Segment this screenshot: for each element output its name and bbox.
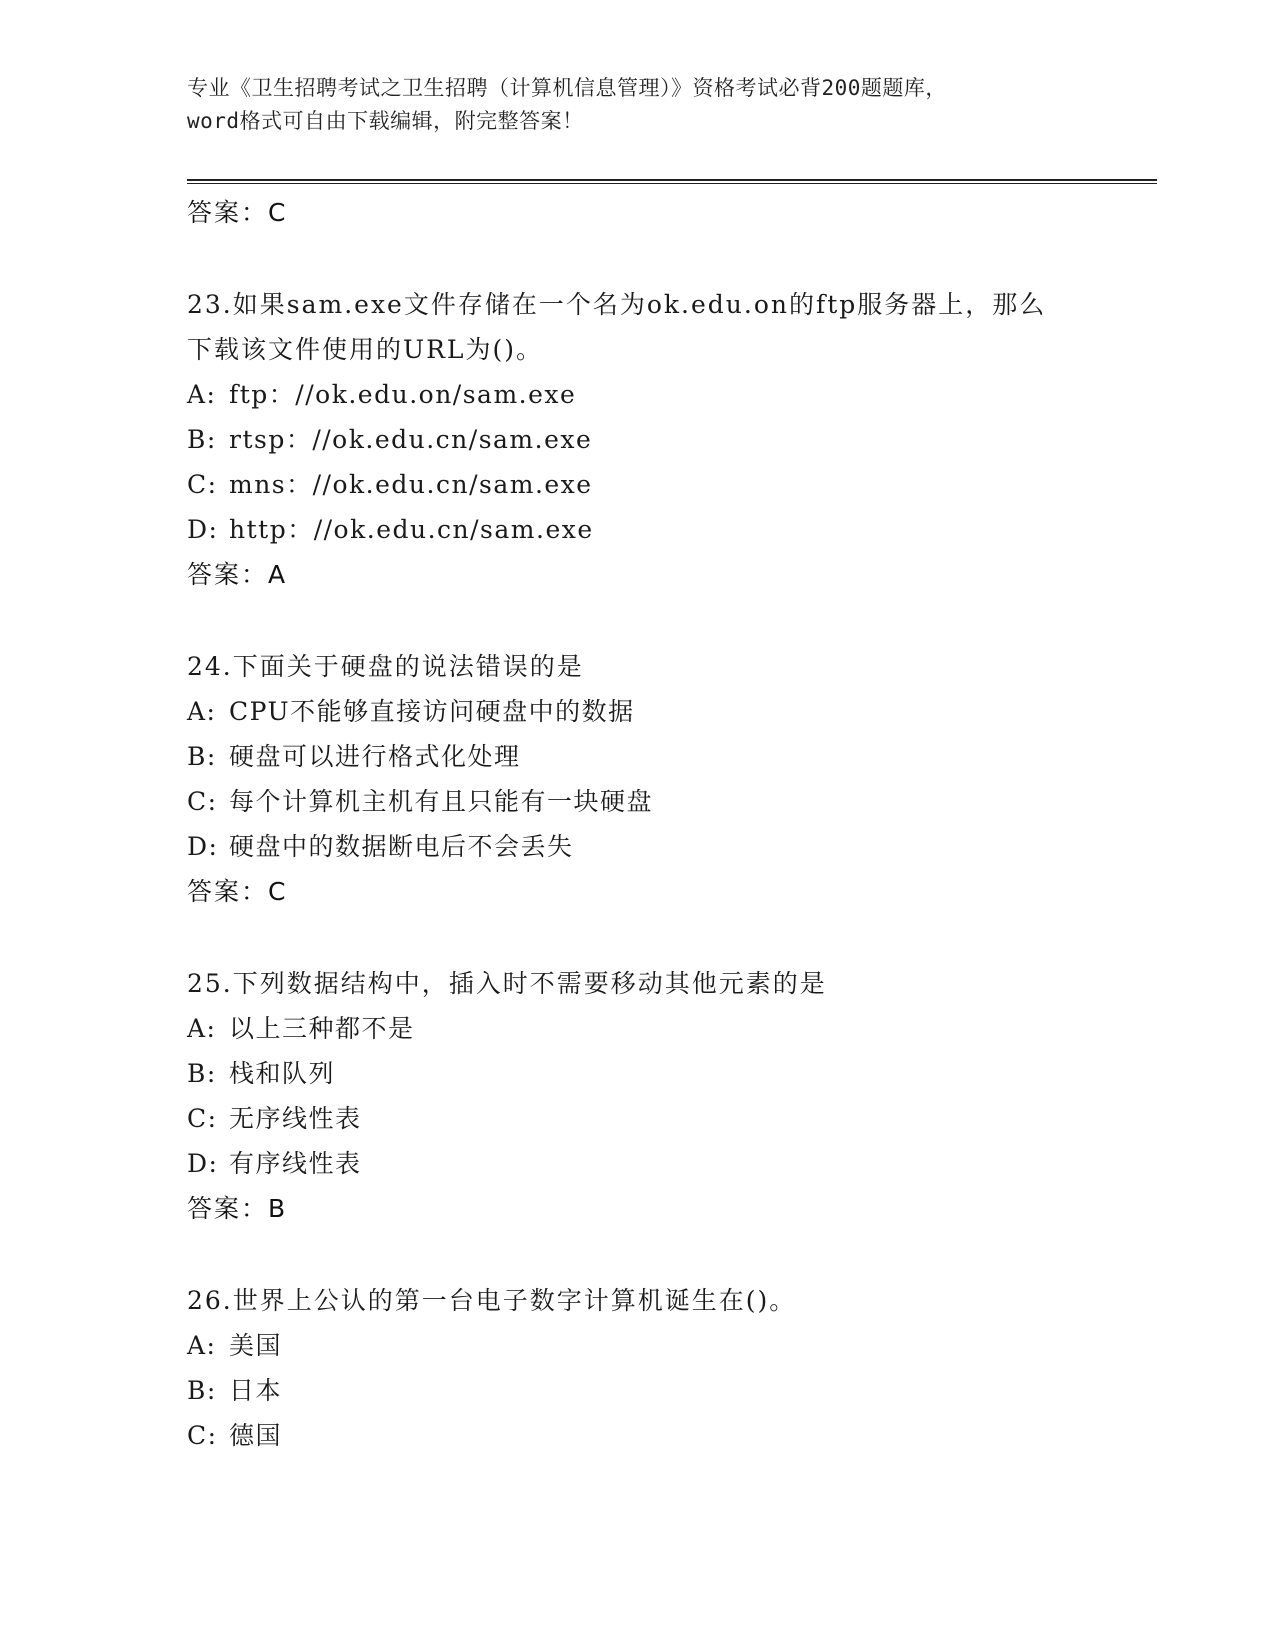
- option-text: 德国: [229, 1421, 283, 1450]
- option-item: [187, 689, 1157, 734]
- document-header: [187, 72, 1087, 138]
- answer-value: B: [268, 1194, 286, 1223]
- question-list: [187, 190, 1157, 1458]
- answer-line: [187, 552, 1157, 598]
- option-item: [187, 462, 1157, 507]
- option-letter: A:: [187, 1331, 217, 1360]
- option-letter: D:: [187, 515, 219, 544]
- option-text: CPU不能够直接访问硬盘中的数据: [229, 697, 635, 726]
- option-item: [187, 1051, 1157, 1096]
- option-item: [187, 1323, 1157, 1368]
- option-letter: C:: [187, 787, 218, 816]
- option-text: 美国: [229, 1331, 283, 1360]
- option-letter: A:: [187, 380, 217, 409]
- option-letter: B:: [187, 742, 217, 771]
- option-item: [187, 372, 1157, 417]
- option-letter: A:: [187, 1014, 217, 1043]
- option-item: [187, 1141, 1157, 1186]
- question-text: 25.下列数据结构中，插入时不需要移动其他元素的是: [187, 969, 827, 998]
- option-letter: A:: [187, 697, 217, 726]
- option-text: 栈和队列: [229, 1059, 336, 1088]
- option-item: [187, 507, 1157, 552]
- option-item: [187, 779, 1157, 824]
- option-item: [187, 1006, 1157, 1051]
- question-text: 24.下面关于硬盘的说法错误的是: [187, 652, 584, 681]
- option-text: http：//ok.edu.cn/sam.exe: [229, 515, 594, 544]
- option-text: 日本: [229, 1376, 283, 1405]
- answer-label: 答案：: [187, 560, 269, 589]
- option-item: [187, 824, 1157, 869]
- answer-label: 答案：: [187, 198, 269, 227]
- option-item: [187, 1368, 1157, 1413]
- option-letter: B:: [187, 1059, 217, 1088]
- answer-label: 答案：: [187, 877, 269, 906]
- option-item: [187, 417, 1157, 462]
- header-line-1: 专业《卫生招聘考试之卫生招聘（计算机信息管理）》资格考试必背200题题库，: [187, 76, 947, 100]
- option-item: [187, 1413, 1157, 1458]
- question-text: 23.如果sam.exe文件存储在一个名为ok.edu.on的ftp服务器上，那么下载该文件使用的URL为()。: [187, 290, 1047, 364]
- header-divider: [187, 179, 1157, 184]
- option-letter: D:: [187, 1149, 219, 1178]
- answer-line: [187, 1186, 1157, 1232]
- answer-value: C: [268, 198, 286, 227]
- option-text: 以上三种都不是: [229, 1014, 415, 1043]
- option-letter: C:: [187, 470, 218, 499]
- option-text: 硬盘可以进行格式化处理: [229, 742, 521, 771]
- option-letter: B:: [187, 425, 217, 454]
- answer-value: C: [268, 877, 286, 906]
- answer-label: 答案：: [187, 1194, 269, 1223]
- option-letter: C:: [187, 1421, 218, 1450]
- option-text: rtsp：//ok.edu.cn/sam.exe: [229, 425, 593, 454]
- question-text: 26.世界上公认的第一台电子数字计算机诞生在()。: [187, 1286, 797, 1315]
- answer-line: [187, 190, 1157, 236]
- option-item: [187, 1096, 1157, 1141]
- option-text: 无序线性表: [229, 1104, 362, 1133]
- option-text: 每个计算机主机有且只能有一块硬盘: [229, 787, 654, 816]
- option-letter: B:: [187, 1376, 217, 1405]
- option-letter: C:: [187, 1104, 218, 1133]
- option-text: mns：//ok.edu.cn/sam.exe: [229, 470, 593, 499]
- option-item: [187, 734, 1157, 779]
- option-text: 有序线性表: [229, 1149, 362, 1178]
- option-text: ftp：//ok.edu.on/sam.exe: [229, 380, 577, 409]
- option-letter: D:: [187, 832, 219, 861]
- answer-value: A: [268, 560, 286, 589]
- header-line-2: word格式可自由下载编辑，附完整答案！: [187, 109, 584, 133]
- option-text: 硬盘中的数据断电后不会丢失: [229, 832, 574, 861]
- answer-line: [187, 869, 1157, 915]
